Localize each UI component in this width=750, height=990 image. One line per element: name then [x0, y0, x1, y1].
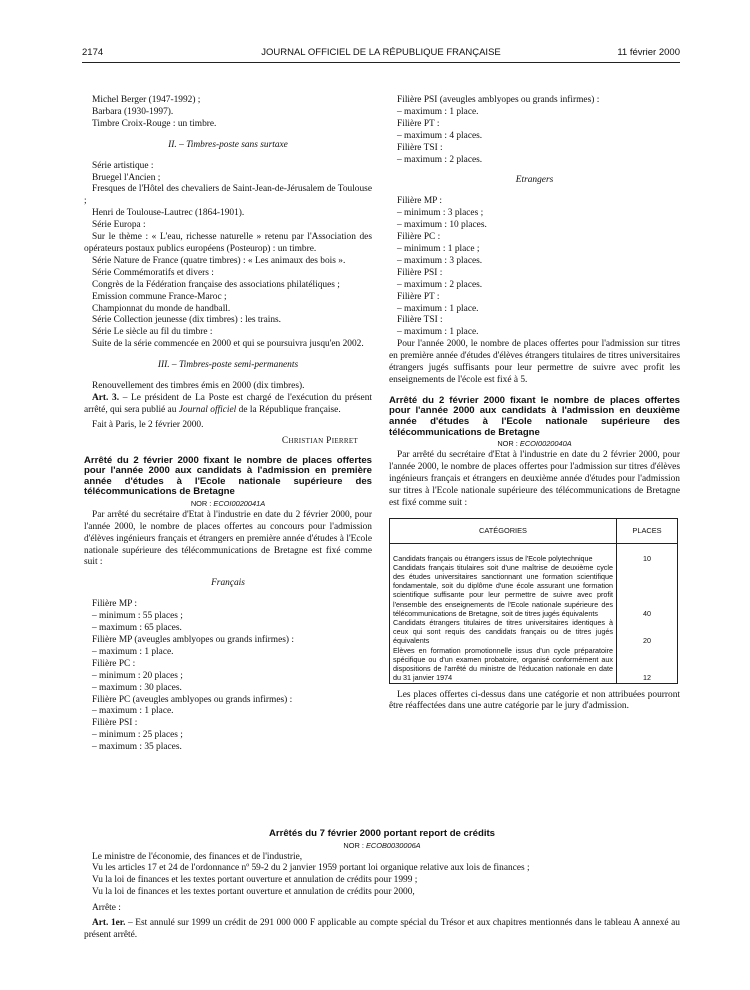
text-line: Fresques de l'Hôtel des chevaliers de Saint-Jean-de-Jérusalem de Toulouse ; — [84, 184, 372, 207]
text-line: – maximum : 2 places. — [397, 279, 483, 290]
section-title: III. – Timbres-poste semi-permanents — [157, 360, 299, 371]
text-line: – minimum : 1 place ; — [397, 243, 480, 254]
text-line: Filière TSI : — [397, 142, 443, 153]
text-line: Michel Berger (1947-1992) ; — [92, 95, 201, 105]
text-line: Filière MP : — [92, 599, 137, 610]
decree-title: Arrêté du 2 février 2000 fixant le nombre de places offertes pour l'année 2000 aux candidats à l'admission en deuxième année d'études à l'Ecole nationale supérieure des télécommunications de Bretagne — [389, 394, 680, 438]
article-label: Art. 1er. — [92, 918, 126, 929]
text-line: Filière PSI : — [397, 267, 443, 278]
subsection-title: Etrangers — [515, 175, 554, 186]
right-column — [389, 95, 680, 713]
table-row — [390, 563, 678, 618]
category-cell: Candidats français titulaires soit d'une maîtrise de deuxième cycle des études universitaires sanctionnant une formation scientifique fondamentale, soit du diplôme d'une école assurant une formation scientifique suffisante pour leur permettre de suivre avec profit l'ensemble des enseignements de l'Ecole nationale supérieure des télécommunications de Bretagne, soit de titres jugés équivalents — [390, 563, 617, 618]
text-line: – maximum : 10 places. — [397, 220, 487, 231]
signature: Christian Pierret — [281, 435, 358, 446]
text-line: Timbre Croix-Rouge : un timbre. — [92, 118, 217, 129]
text-line: – maximum : 1 place. — [92, 706, 174, 717]
text-line: Filière PT : — [397, 291, 440, 302]
column-header: PLACES — [617, 518, 678, 543]
text-line: – maximum : 3 places. — [397, 255, 483, 266]
text-line: Suite de la série commencée en 2000 et qui se poursuivra jusqu'en 2002. — [92, 339, 364, 350]
text-line: Série artistique : — [92, 160, 154, 171]
left-column — [84, 95, 372, 754]
text-line: Sur le thème : « L'eau, richesse naturelle » retenu par l'Association des opérateurs postaux publics européens (Posteurop) : un timbre. — [84, 232, 372, 254]
text-line: Filière PC : — [92, 658, 136, 669]
text-line: – maximum : 4 places. — [397, 130, 483, 141]
text-line: Série Collection jeunesse (dix timbres) : les trains. — [92, 315, 282, 326]
text-line: – maximum : 30 places. — [92, 682, 182, 693]
nor-reference: NOR : ECOI0020040A — [497, 439, 572, 449]
text-line: Filière PC : — [397, 232, 441, 243]
text-line: Renouvellement des timbres émis en 2000 (dix timbres). — [92, 381, 305, 392]
table-row — [390, 618, 678, 646]
text-line: Série Commémoratifs et divers : — [92, 267, 214, 278]
text-line: Championnat du monde de handball. — [92, 303, 231, 314]
text-line: Vu la loi de finances et les textes portant ouverture et annulation de crédits pour 1999 ; — [92, 875, 418, 886]
decree-title: Arrêté du 2 février 2000 fixant le nombre de places offertes pour l'année 2000 aux candidats à l'admission en première année d'études à l'Ecole nationale supérieure des télécommunications de Bretagne — [84, 454, 372, 498]
section-title: II. – Timbres-poste sans surtaxe — [168, 139, 288, 150]
text-line: Filière PT : — [397, 118, 440, 129]
text-line: Série Nature de France (quatre timbres) : « Les animaux des bois ». — [92, 255, 346, 266]
bottom-section — [84, 829, 680, 942]
text-line: – maximum : 1 place. — [92, 646, 174, 657]
text-line: – maximum : 2 places. — [397, 154, 483, 165]
category-cell: Candidats français ou étrangers issus de l'Ecole polytechnique — [390, 543, 617, 563]
issue-date: 11 février 2000 — [617, 47, 680, 58]
text-line: – minimum : 55 places ; — [92, 611, 183, 622]
decree-title: Arrêtés du 7 février 2000 portant report de crédits — [268, 828, 496, 839]
nor-reference: NOR : ECOB0030006A — [343, 840, 421, 850]
paragraph: Pour l'année 2000, le nombre de places offertes pour l'admission sur titres en première année d'études d'élèves étrangers titulaires de titres universitaires étrangers jugés suffisants pour leur permettre de suivre avec profit les enseignements de l'école est fixé à 5. — [389, 339, 680, 385]
arrete-label: Arrête : — [92, 903, 121, 914]
text-line: – minimum : 20 places ; — [92, 670, 183, 681]
table-header-row — [390, 518, 678, 543]
text-line: – minimum : 25 places ; — [92, 730, 183, 741]
article-1: Art. 1er. – Est annulé sur 1999 un crédit de 291 000 000 F applicable au compte spécial du Trésor et aux chapitres mentionnés dans le tableau A annexé au présent arrêté. — [84, 918, 680, 940]
text-line: Série Le siècle au fil du timbre : — [92, 327, 213, 338]
text-line: – maximum : 1 place. — [397, 327, 479, 338]
text-line: Vu la loi de finances et les textes portant ouverture et annulation de crédits pour 2000, — [92, 887, 415, 898]
places-cell: 40 — [617, 563, 678, 618]
fait-a-paris: Fait à Paris, le 2 février 2000. — [92, 419, 204, 430]
text-line: Filière PSI (aveugles amblyopes ou grands infirmes) : — [397, 95, 600, 105]
article-label: Art. 3. — [92, 392, 120, 403]
text-line: Filière MP (aveugles amblyopes ou grands infirmes) : — [92, 635, 294, 645]
places-table — [389, 518, 678, 684]
decree-paragraph: Par arrêté du secrétaire d'Etat à l'industrie en date du 2 février 2000, pour l'année 2000, le nombre de places offertes au concours pour l'admission d'élèves ingénieurs français et étrangers en première année d'études à l'Ecole nationale supérieure des télécommunications de Bretagne est fixé comme suit : — [84, 509, 372, 568]
text-line: Henri de Toulouse-Lautrec (1864-1901). — [92, 208, 245, 219]
places-cell: 10 — [617, 543, 678, 563]
paragraph: Les places offertes ci-dessus dans une catégorie et non attribuées pourront être réaffectées dans une autre catégorie par le jury d'admission. — [389, 689, 680, 712]
text-line: Série Europa : — [92, 220, 146, 231]
text-line: – maximum : 65 places. — [92, 623, 182, 634]
column-header: CATÉGORIES — [390, 518, 617, 543]
text-line: Barbara (1930-1997). — [92, 106, 174, 117]
text-line: Le ministre de l'économie, des finances et de l'industrie, — [92, 851, 303, 862]
nor-reference: NOR : ECOI0020041A — [190, 498, 266, 508]
text-line: Filière MP : — [397, 196, 442, 207]
page-header — [82, 47, 680, 61]
text-line: Vu les articles 17 et 24 de l'ordonnance nº 59-2 du 2 janvier 1959 portant loi organique relative aux lois de finances ; — [92, 863, 530, 874]
category-cell: Candidats étrangers titulaires de titres universitaires identiques à ceux qui sont requis des candidats français ou de titres jugés équivalents — [390, 618, 617, 646]
decree-paragraph: Par arrêté du secrétaire d'Etat à l'industrie en date du 2 février 2000, pour l'année 2000, le nombre de places offertes pour l'admission sur titres d'élèves ingénieurs français et étrangers en deuxième année d'études pour l'admission sur titres à l'Ecole nationale supérieure des télécommunications de Bretagne est fixé comme suit : — [389, 450, 680, 508]
subsection-title: Français — [211, 578, 245, 589]
article-3: Art. 3. – Le président de La Poste est chargé de l'exécution du présent arrêté, qui sera publié au Journal officiel de la République française. — [84, 392, 372, 415]
text-line: – maximum : 35 places. — [92, 742, 182, 753]
text-line: Emission commune France-Maroc ; — [92, 291, 227, 302]
text-line: Bruegel l'Ancien ; — [92, 172, 161, 183]
section2-list — [84, 161, 372, 352]
text-line: Filière PSI : — [92, 718, 138, 729]
text-line: – minimum : 3 places ; — [397, 208, 484, 219]
places-cell: 20 — [617, 618, 678, 646]
text-line: – maximum : 1 place. — [397, 303, 479, 314]
text-line: – maximum : 1 place. — [397, 106, 479, 117]
table-row — [390, 543, 678, 563]
category-cell: Elèves en formation promotionnelle issus d'un cycle préparatoire spécifique ou d'un examen probatoire, organisé conformément aux dispositions de l'arrêté du ministre de l'éducation nationale en date du 31 janvier 1974 — [390, 646, 617, 683]
header-rule — [82, 62, 680, 63]
places-cell: 12 — [617, 646, 678, 683]
journal-title: JOURNAL OFFICIEL DE LA RÉPUBLIQUE FRANÇAISE — [261, 47, 501, 58]
page-number: 2174 — [82, 47, 104, 58]
text-line: Congrès de la Fédération française des associations philatéliques ; — [92, 279, 340, 290]
text-line: Filière PC (aveugles amblyopes ou grands infirmes) : — [92, 694, 293, 705]
text-line: Filière TSI : — [397, 315, 443, 326]
table-row — [390, 646, 678, 683]
